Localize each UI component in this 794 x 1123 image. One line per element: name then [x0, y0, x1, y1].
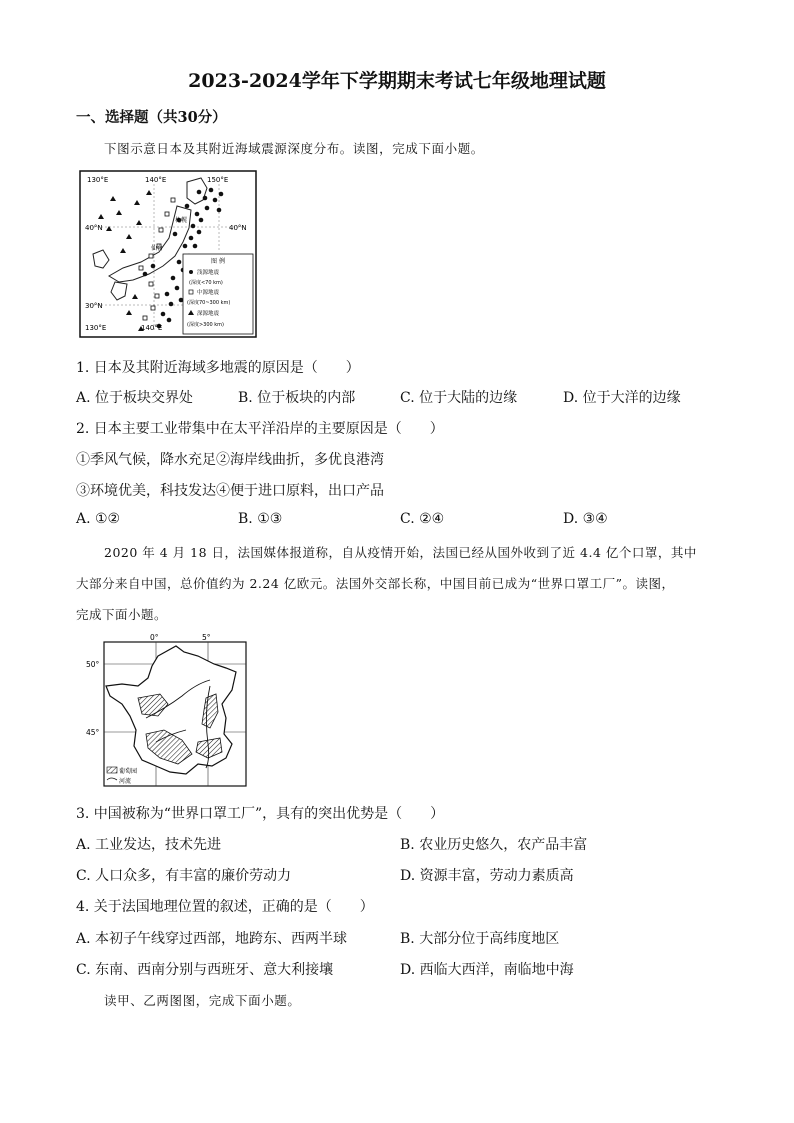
japan-earthquake-map — [79, 170, 257, 338]
legend-river-label: 河流 — [119, 778, 132, 785]
q4-option-b[interactable]: B. 大部分位于高纬度地区 — [400, 931, 560, 947]
legend-shallow-icon — [189, 270, 193, 274]
legend-shallow-sub: (深度<70 km) — [189, 280, 223, 286]
q2-statement-line1: ①季风气候，降水充足②海岸线曲折，多优良港湾 — [76, 452, 384, 468]
q3-option-d[interactable]: D. 资源丰富，劳动力素质高 — [400, 868, 574, 884]
passage-line3: 完成下面小题。 — [76, 607, 168, 622]
lat-label-40n-right: 40°N — [229, 224, 247, 232]
q4-option-d[interactable]: D. 西临大西洋，南临地中海 — [400, 962, 574, 978]
q3-option-a[interactable]: A. 工业发达，技术先进 — [76, 837, 222, 853]
lat-label-50: 50° — [86, 660, 100, 669]
passage-line1: 2020 年 4 月 18 日，法国媒体报道称，自从疫情开始，法国已经从国外收到了近 4.4 亿个口罩，其中 — [104, 545, 697, 560]
france-vineyard-map — [86, 634, 250, 788]
q1-option-c[interactable]: C. 位于大陆的边缘 — [400, 390, 518, 406]
legend-deep-label: 深源地震 — [197, 311, 220, 317]
q1-stem: 1. 日本及其附近海域多地震的原因是（ ） — [76, 360, 360, 376]
place-label-sapporo: 札幌 — [175, 217, 188, 224]
q2-option-d[interactable]: D. ③④ — [563, 511, 608, 527]
q2-stem: 2. 日本主要工业带集中在太平洋沿岸的主要原因是（ ） — [76, 421, 444, 437]
q2-option-c[interactable]: C. ②④ — [400, 511, 445, 527]
q4-option-a[interactable]: A. 本初子午线穿过西部，地跨东、西两半球 — [76, 931, 348, 947]
lat-label-45: 45° — [86, 728, 100, 737]
lon-label-5: 5° — [202, 634, 211, 642]
legend-intermediate-label: 中源地震 — [197, 290, 220, 296]
q3-option-c[interactable]: C. 人口众多，有丰富的廉价劳动力 — [76, 868, 292, 884]
q1-option-a[interactable]: A. 位于板块交界处 — [76, 390, 194, 406]
legend-deep-sub: (深度>300 km) — [187, 322, 224, 328]
q4-stem: 4. 关于法国地理位置的叙述，正确的是（ ） — [76, 899, 374, 915]
legend-intermediate-sub: (深度70~300 km) — [187, 300, 231, 306]
q1-option-d[interactable]: D. 位于大洋的边缘 — [563, 390, 681, 406]
intro-text-1: 下图示意日本及其附近海域震源深度分布。读图，完成下面小题。 — [104, 141, 484, 156]
q1-option-b[interactable]: B. 位于板块的内部 — [238, 390, 356, 406]
q2-option-a[interactable]: A. ①② — [76, 511, 121, 527]
legend-vineyard-label: 葡萄园 — [119, 768, 138, 775]
q3-stem: 3. 中国被称为“世界口罩工厂”，具有的突出优势是（ ） — [76, 806, 445, 822]
section-heading: 一、选择题（共30分） — [76, 109, 227, 126]
page-title: 2023-2024学年下学期期末考试七年级地理试题 — [188, 70, 606, 92]
q2-statement-line2: ③环境优美，科技发达④便于进口原料，出口产品 — [76, 483, 384, 499]
lon-label-150e-top: 150°E — [207, 176, 229, 184]
lon-label-140e-bottom: 140°E — [141, 324, 163, 332]
lat-label-30n: 30°N — [85, 302, 103, 310]
legend-vineyard-swatch — [107, 767, 117, 773]
lat-label-40n-left: 40°N — [85, 224, 103, 232]
intro-text-3: 读甲、乙两图图，完成下面小题。 — [104, 993, 301, 1008]
lon-label-140e-top: 140°E — [145, 176, 167, 184]
legend-intermediate-icon — [189, 290, 193, 294]
q2-option-b[interactable]: B. ①③ — [238, 511, 283, 527]
q3-option-b[interactable]: B. 农业历史悠久，农产品丰富 — [400, 837, 588, 853]
legend-title: 图 例 — [211, 258, 225, 265]
lon-label-130e-bottom: 130°E — [85, 324, 107, 332]
place-label-sendai: 仙台 — [151, 245, 164, 252]
lon-label-0: 0° — [150, 634, 159, 642]
q4-option-c[interactable]: C. 东南、西南分别与西班牙、意大利接壤 — [76, 962, 334, 978]
legend-shallow-label: 浅源地震 — [197, 270, 220, 276]
lon-label-130e-top: 130°E — [87, 176, 109, 184]
passage-line2: 大部分来自中国，总价值约为 2.24 亿欧元。法国外交部长称，中国目前已成为“世界口罩工厂”。读图， — [76, 576, 675, 591]
